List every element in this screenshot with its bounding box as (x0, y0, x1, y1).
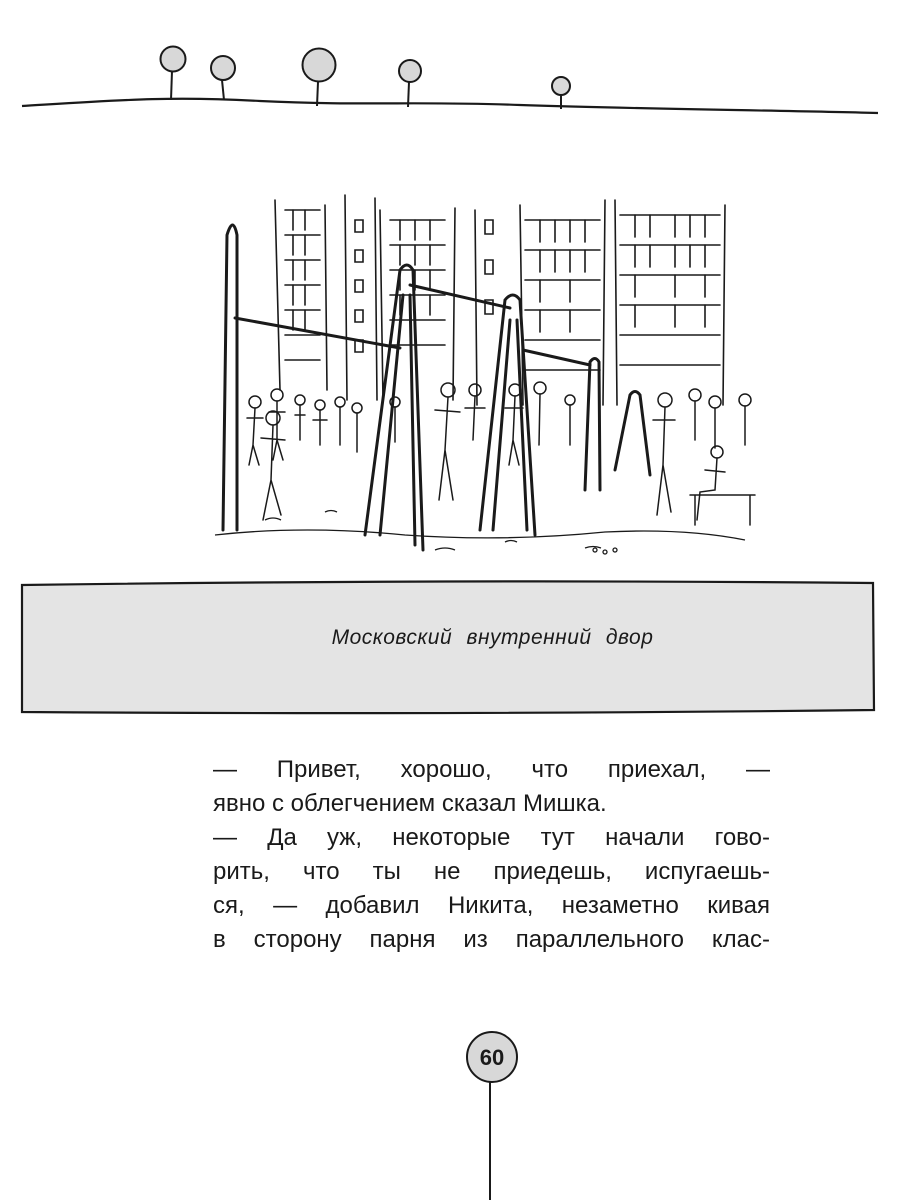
tree-5 (552, 77, 570, 109)
page-number: 60 (479, 1045, 505, 1070)
text-line: явно с облегчением сказал Мишка. (213, 790, 607, 817)
tree-3 (303, 49, 336, 107)
buildings (275, 195, 725, 405)
header-decoration (0, 0, 900, 130)
text-line: — Да уж, некоторые тут начали гово- (213, 824, 770, 851)
courtyard-illustration (205, 190, 765, 565)
body-text (213, 753, 770, 957)
people (247, 382, 755, 525)
tree-4 (399, 60, 421, 107)
pullup-bars (223, 225, 650, 550)
text-line: ся, — добавил Никита, незаметно кивая (213, 892, 770, 919)
tree-1 (161, 47, 186, 101)
page-number-balloon (0, 1020, 900, 1200)
horizon-line (22, 99, 878, 113)
illustration-caption: Московский внутренний двор (331, 626, 654, 649)
text-line: рить, что ты не приедешь, испугаешь- (213, 858, 770, 885)
text-line: — Привет, хорошо, что приехал, — (213, 756, 770, 783)
tree-2 (211, 56, 235, 100)
text-line: в сторону парня из параллельного клас- (213, 926, 770, 953)
